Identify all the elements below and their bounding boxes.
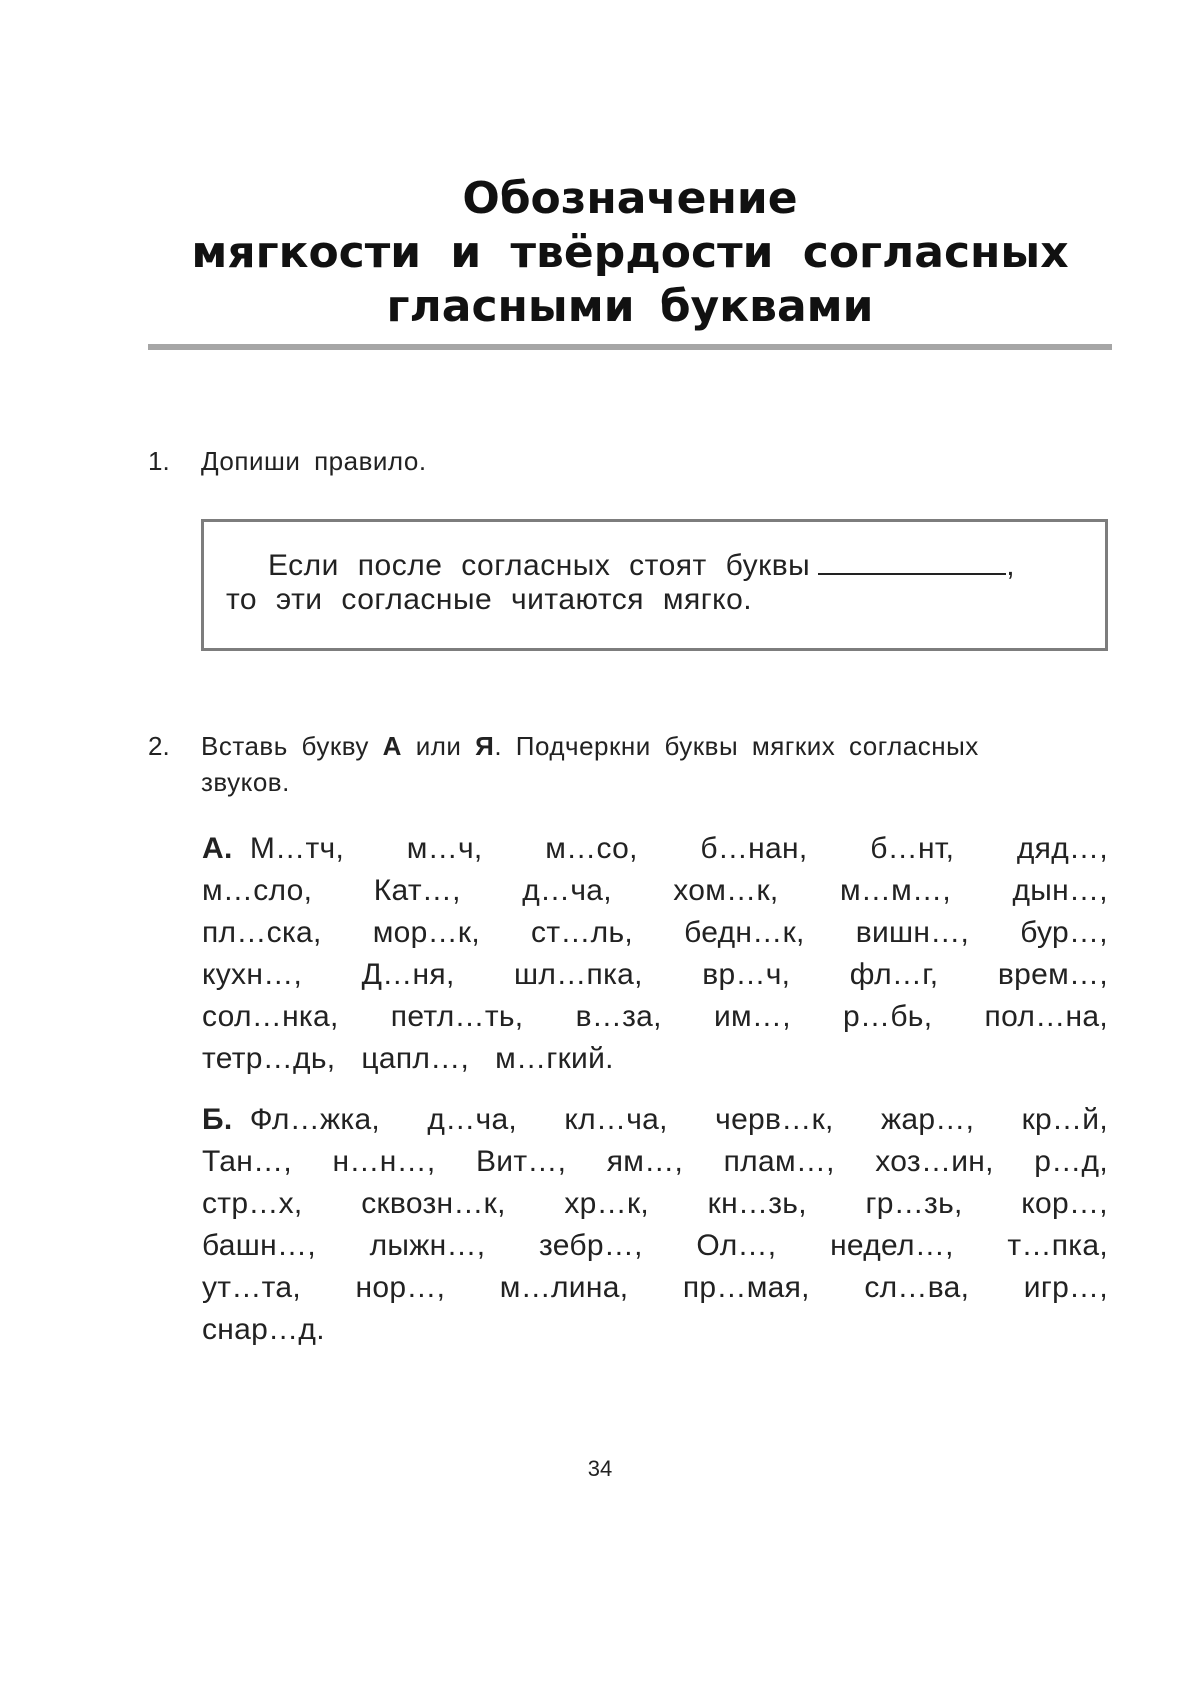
word: гр…зь, bbox=[865, 1187, 963, 1220]
letter-ya: Я bbox=[475, 731, 495, 761]
word: м…гкий. bbox=[495, 1042, 614, 1075]
word: вр…ч, bbox=[702, 958, 791, 991]
word: фл…г, bbox=[849, 958, 939, 991]
task-2-instruction-line2: звуков. bbox=[201, 767, 290, 797]
title-divider bbox=[148, 344, 1112, 350]
word: Тан…, bbox=[202, 1145, 293, 1178]
word: б…нт, bbox=[870, 832, 955, 865]
word: кл…ча, bbox=[564, 1103, 668, 1136]
word: кр…й, bbox=[1021, 1103, 1108, 1136]
word: дяд…, bbox=[1016, 832, 1108, 865]
word: сл…ва, bbox=[864, 1271, 970, 1304]
group-a-line-1-lead bbox=[202, 832, 344, 866]
task-2-instruction-or: или bbox=[415, 731, 462, 761]
word: Кат…, bbox=[373, 874, 461, 907]
word: мор…к, bbox=[372, 916, 480, 949]
word: д…ча, bbox=[522, 874, 612, 907]
group-b-line-3 bbox=[202, 1187, 1108, 1221]
group-b-line-4 bbox=[202, 1229, 1108, 1263]
word: нор…, bbox=[355, 1271, 446, 1304]
group-a-line-2 bbox=[202, 874, 1108, 908]
word: недел…, bbox=[830, 1229, 954, 1262]
task-2-instruction bbox=[201, 731, 1108, 762]
rule-line-1 bbox=[268, 543, 1015, 583]
word: Вит…, bbox=[475, 1145, 567, 1178]
word: Фл…жка, bbox=[249, 1103, 381, 1136]
word: м…ч, bbox=[406, 832, 483, 865]
word: игр…, bbox=[1023, 1271, 1108, 1304]
word: м…сло, bbox=[202, 874, 313, 907]
task-1-instruction: Допиши правило. bbox=[201, 446, 427, 476]
rule-line-1-text: Если после согласных стоят буквы bbox=[268, 549, 811, 582]
word: м…со, bbox=[545, 832, 638, 865]
word: кухн…, bbox=[202, 958, 303, 991]
word: бур…, bbox=[1020, 916, 1108, 949]
group-b-line-6 bbox=[202, 1313, 1108, 1347]
word: б…нан, bbox=[700, 832, 808, 865]
word: т…пка, bbox=[1007, 1229, 1108, 1262]
word: ям…, bbox=[606, 1145, 684, 1178]
word: м…м…, bbox=[839, 874, 952, 907]
word: Д…ня, bbox=[361, 958, 455, 991]
title-line-3: гласными буквами bbox=[386, 281, 874, 332]
word: цапл…, bbox=[361, 1042, 470, 1075]
word: р…бь, bbox=[843, 1000, 933, 1033]
word: вишн…, bbox=[855, 916, 970, 949]
word: тетр…дь, bbox=[202, 1042, 336, 1075]
title-line-1: Обозначение bbox=[462, 173, 798, 224]
word: дын…, bbox=[1012, 874, 1108, 907]
word: н…н…, bbox=[332, 1145, 436, 1178]
word: сол…нка, bbox=[202, 1000, 339, 1033]
task-2-number: 2. bbox=[148, 731, 170, 761]
task-2-instruction-part2: . Подчеркни буквы мягких согласных bbox=[494, 731, 979, 761]
word: жар…, bbox=[880, 1103, 975, 1136]
word: плам…, bbox=[723, 1145, 835, 1178]
word: петл…ть, bbox=[390, 1000, 524, 1033]
word: им…, bbox=[713, 1000, 791, 1033]
word: Ол…, bbox=[696, 1229, 777, 1262]
page-number: 34 bbox=[587, 1456, 613, 1481]
word: в…за, bbox=[575, 1000, 662, 1033]
word: ст…ль, bbox=[531, 916, 634, 949]
group-a-line-5 bbox=[202, 1000, 1108, 1034]
group-a-line-6 bbox=[202, 1042, 1108, 1076]
word: зебр…, bbox=[539, 1229, 643, 1262]
word: врем…, bbox=[997, 958, 1108, 991]
word: м…лина, bbox=[499, 1271, 629, 1304]
title-line-2: мягкости и твёрдости согласных bbox=[191, 227, 1069, 278]
group-b-line-1 bbox=[202, 1103, 1108, 1137]
group-a-line-3 bbox=[202, 916, 1108, 950]
word: хр…к, bbox=[564, 1187, 650, 1220]
word: хом…к, bbox=[673, 874, 779, 907]
page-title bbox=[148, 172, 1112, 334]
rule-line-2: то эти согласные читаются мягко. bbox=[226, 583, 753, 616]
word: р…д, bbox=[1034, 1145, 1108, 1178]
group-b-label: Б. bbox=[202, 1103, 233, 1136]
rule-line-1-comma: , bbox=[1006, 549, 1016, 582]
word: башн…, bbox=[202, 1229, 316, 1262]
letter-a: А bbox=[382, 731, 402, 761]
rule-blank-input[interactable] bbox=[818, 543, 1006, 575]
word: черв…к, bbox=[715, 1103, 834, 1136]
group-a-line-1 bbox=[202, 832, 1108, 866]
word: кор…, bbox=[1021, 1187, 1108, 1220]
word: пол…на, bbox=[984, 1000, 1108, 1033]
word: кн…зь, bbox=[707, 1187, 807, 1220]
word: пл…ска, bbox=[202, 916, 322, 949]
word: снар…д. bbox=[202, 1313, 325, 1346]
group-b-line-2 bbox=[202, 1145, 1108, 1179]
task-2-instruction-part1: Вставь букву bbox=[201, 731, 369, 761]
group-a-label: А. bbox=[202, 832, 233, 865]
group-b-line-5 bbox=[202, 1271, 1108, 1305]
group-b-line-1-lead bbox=[202, 1103, 380, 1137]
word: лыжн…, bbox=[369, 1229, 486, 1262]
word: бедн…к, bbox=[684, 916, 805, 949]
task-1-number: 1. bbox=[148, 446, 170, 476]
word: пр…мая, bbox=[682, 1271, 810, 1304]
word: М…тч, bbox=[249, 832, 345, 865]
word: хоз…ин, bbox=[875, 1145, 994, 1178]
word: стр…х, bbox=[202, 1187, 303, 1220]
word: шл…пка, bbox=[514, 958, 643, 991]
group-a-line-4 bbox=[202, 958, 1108, 992]
word: ут…та, bbox=[202, 1271, 301, 1304]
word: д…ча, bbox=[427, 1103, 518, 1136]
word: сквозн…к, bbox=[361, 1187, 506, 1220]
